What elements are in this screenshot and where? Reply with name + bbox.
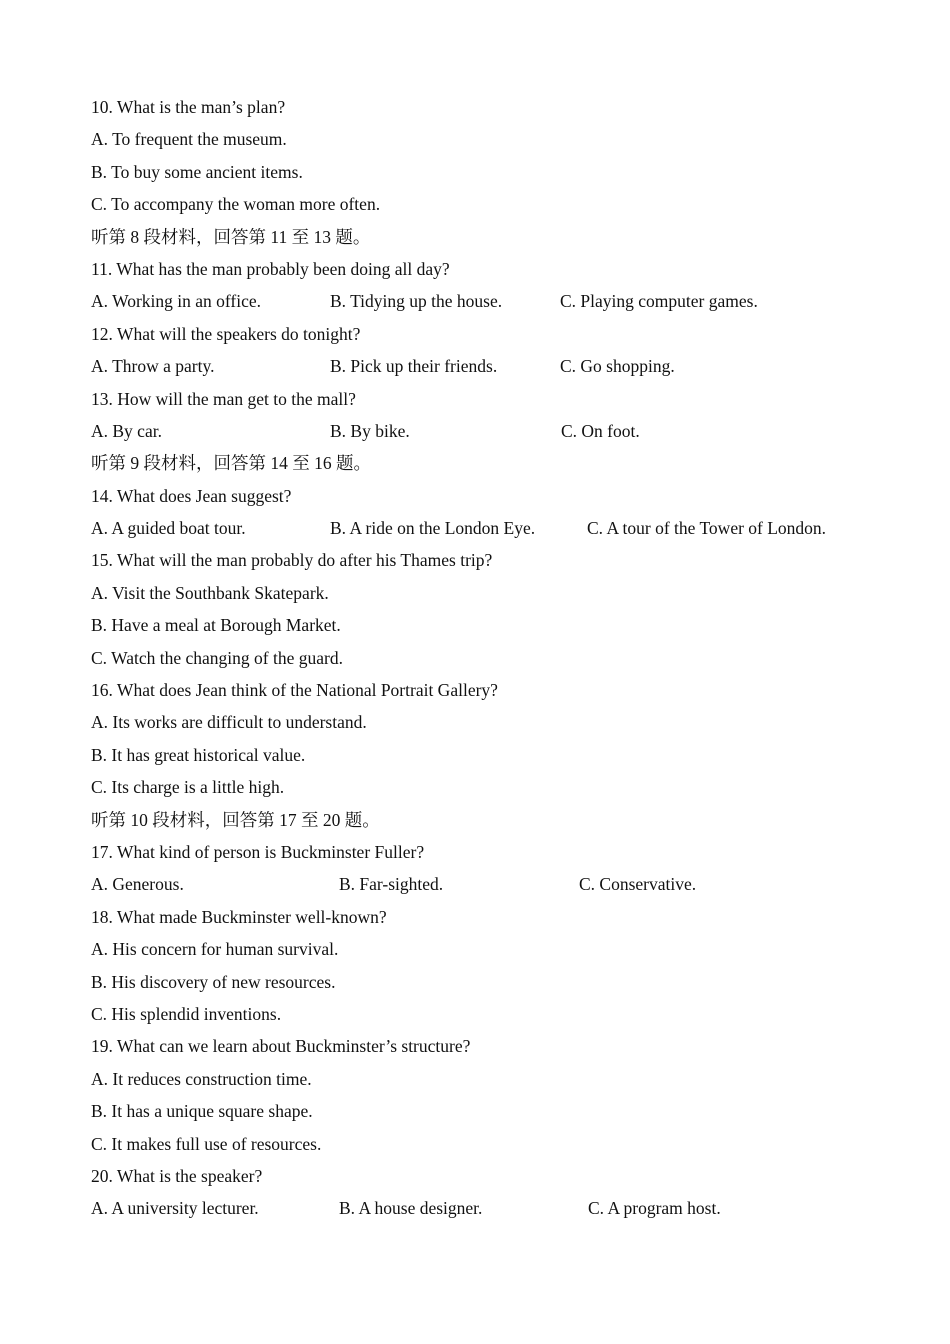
option-16-c: C. Its charge is a little high. [91, 777, 285, 798]
question-10: 10. What is the man’s plan? [91, 97, 286, 117]
option-19-c: C. It makes full use of resources. [91, 1133, 322, 1154]
option-18-a: A. His concern for human survival. [91, 939, 339, 960]
option-13-b: B. By bike. [330, 420, 410, 441]
option-12-c: C. Go shopping. [560, 356, 675, 377]
question-13: 13. How will the man get to the mall? [91, 388, 356, 409]
option-16-b: B. It has great historical value. [91, 744, 306, 765]
question-15: 15. What will the man probably do after his Thames trip? [91, 550, 493, 571]
option-11-a: A. Working in an office. [91, 291, 261, 312]
option-14-c: C. A tour of the Tower of London. [587, 518, 827, 539]
option-11-b: B. Tidying up the house. [330, 291, 503, 312]
section-heading-8: 听第 8 段材料，回答第 11 至 13 题。 [91, 226, 371, 247]
option-12-a: A. Throw a party. [91, 356, 215, 377]
exam-page [91, 94, 891, 1228]
option-20-a: A. A university lecturer. [91, 1198, 259, 1219]
options-20 [91, 1195, 891, 1227]
option-14-a: A. A guided boat tour. [91, 518, 246, 539]
options-11 [91, 288, 891, 320]
option-13-c: C. On foot. [561, 420, 640, 441]
options-14 [91, 515, 891, 547]
section-heading-10: 听第 10 段材料，回答第 17 至 20 题。 [91, 809, 380, 830]
option-18-c: C. His splendid inventions. [91, 1003, 282, 1024]
option-20-c: C. A program host. [588, 1198, 721, 1219]
option-15-b: B. Have a meal at Borough Market. [91, 615, 341, 636]
question-20: 20. What is the speaker? [91, 1165, 263, 1186]
options-13 [91, 418, 891, 450]
option-20-b: B. A house designer. [339, 1198, 483, 1219]
option-18-b: B. His discovery of new resources. [91, 971, 336, 992]
question-16: 16. What does Jean think of the National Portrait Gallery? [91, 680, 498, 701]
option-14-b: B. A ride on the London Eye. [330, 518, 536, 539]
option-10-a: A. To frequent the museum. [91, 129, 287, 150]
option-17-a: A. Generous. [91, 874, 184, 895]
option-13-a: A. By car. [91, 420, 162, 441]
option-16-a: A. Its works are difficult to understand. [91, 712, 367, 733]
question-11: 11. What has the man probably been doing all day? [91, 258, 450, 279]
options-12 [91, 353, 891, 385]
option-17-b: B. Far-sighted. [339, 874, 444, 895]
option-10-b: B. To buy some ancient items. [91, 161, 303, 182]
option-15-c: C. Watch the changing of the guard. [91, 647, 343, 668]
question-19: 19. What can we learn about Buckminster’s structure? [91, 1036, 471, 1057]
option-11-c: C. Playing computer games. [560, 291, 758, 312]
question-17: 17. What kind of person is Buckminster Fuller? [91, 841, 425, 862]
option-10-c: C. To accompany the woman more often. [91, 194, 381, 215]
option-12-b: B. Pick up their friends. [330, 356, 498, 377]
option-17-c: C. Conservative. [579, 874, 697, 895]
option-19-a: A. It reduces construction time. [91, 1068, 312, 1089]
section-heading-9: 听第 9 段材料，回答第 14 至 16 题。 [91, 453, 371, 474]
question-12: 12. What will the speakers do tonight? [91, 323, 361, 344]
question-14: 14. What does Jean suggest? [91, 485, 292, 506]
question-18: 18. What made Buckminster well-known? [91, 906, 387, 927]
option-15-a: A. Visit the Southbank Skatepark. [91, 582, 329, 603]
option-19-b: B. It has a unique square shape. [91, 1101, 313, 1122]
options-17 [91, 871, 891, 903]
